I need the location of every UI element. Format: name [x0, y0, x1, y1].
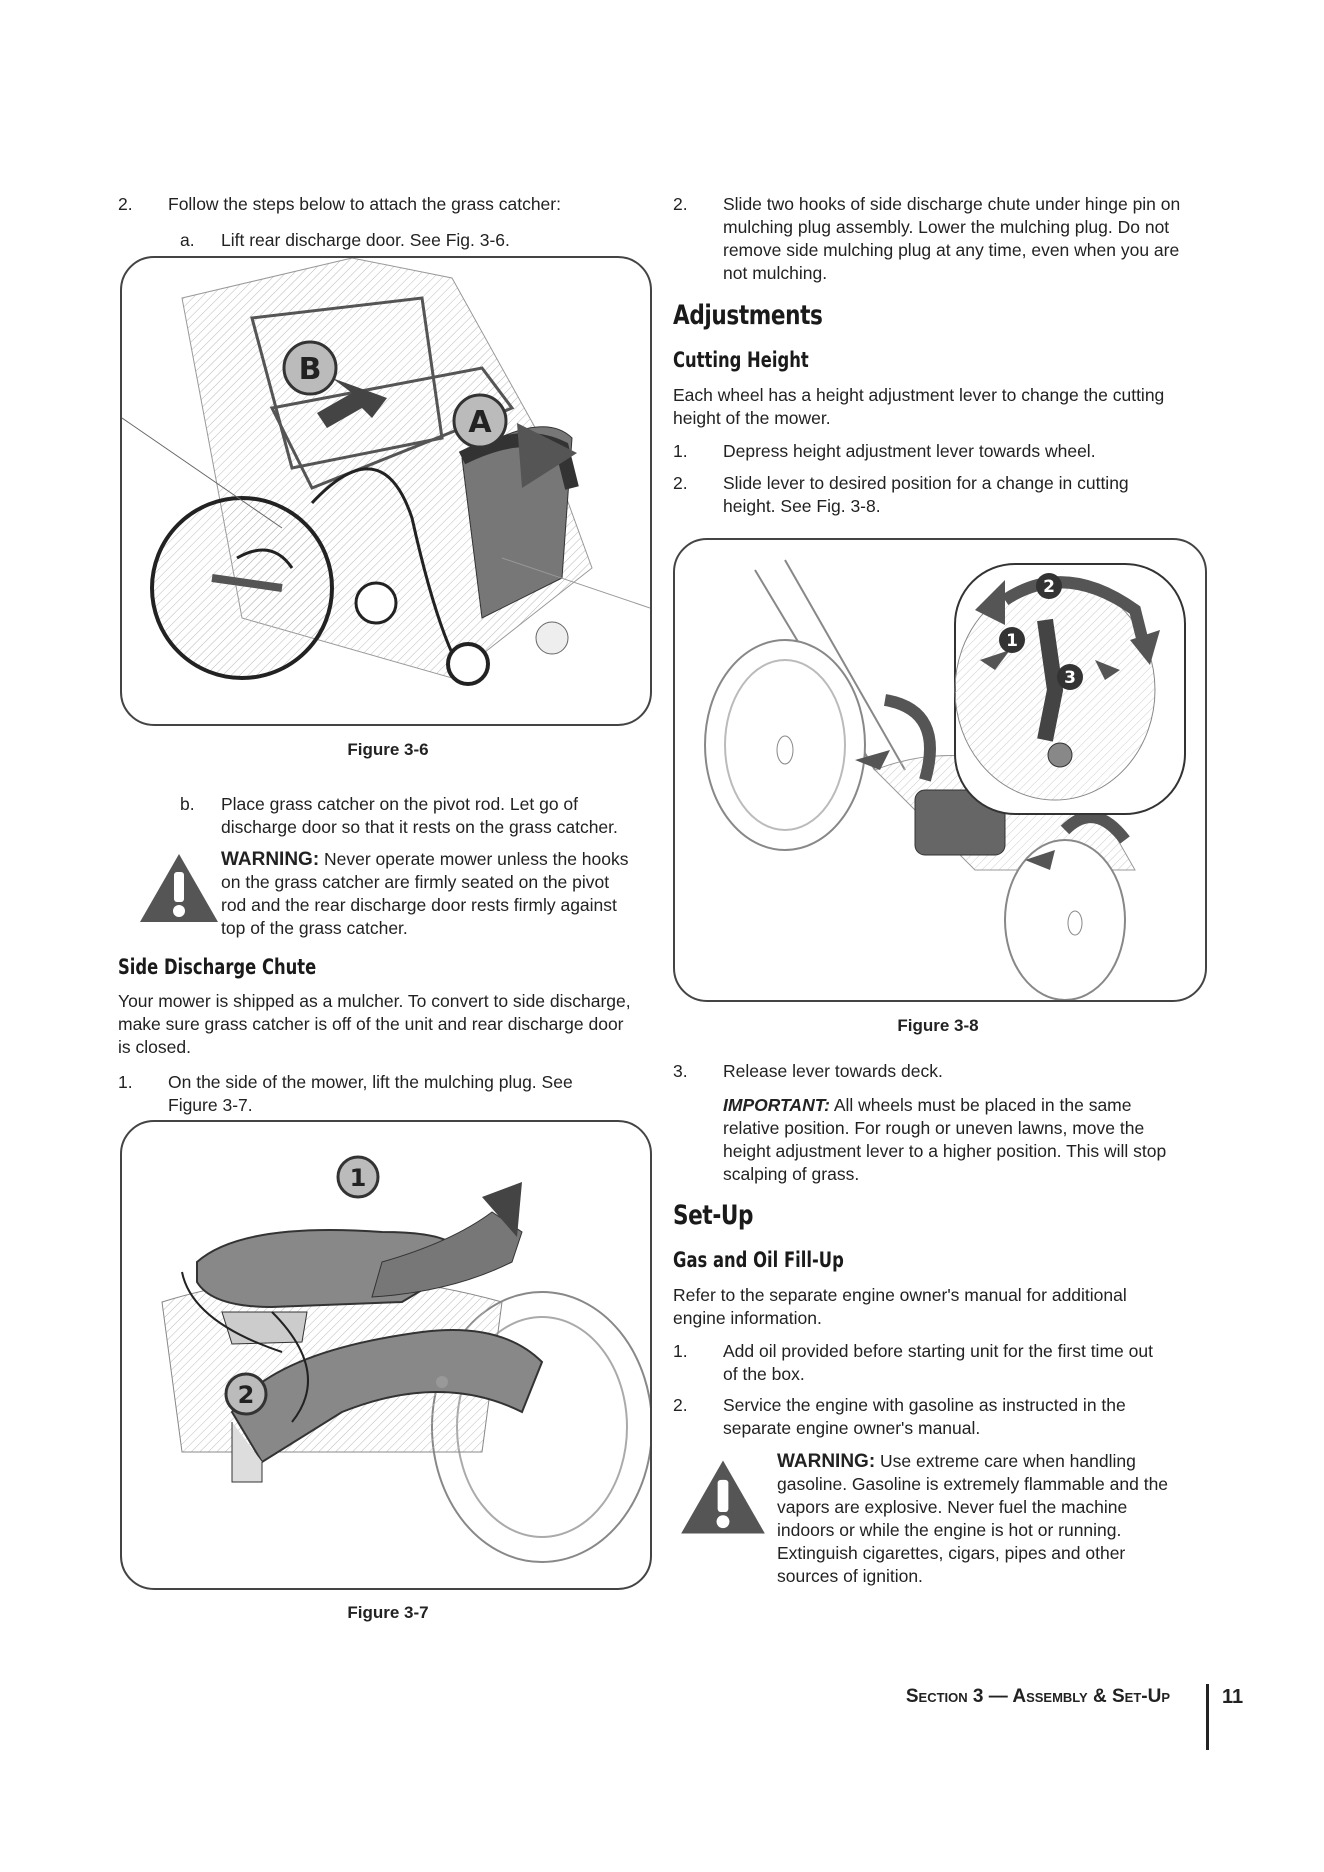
figure-3-7-drawing — [122, 1122, 650, 1588]
figure-3-7-illustration — [120, 1120, 652, 1590]
gas-oil-paragraph: Refer to the separate engine owner's manual for additional engine information. — [673, 1285, 1127, 1328]
figure-3-6-illustration — [120, 256, 652, 726]
heading-set-up: Set-Up — [673, 1200, 754, 1231]
figure-3-7-caption: Figure 3-7 — [347, 1603, 429, 1622]
warning-triangle-icon — [679, 1458, 767, 1536]
figure-3-8-drawing — [675, 540, 1205, 1000]
heading-adjustments: Adjustments — [673, 300, 823, 331]
figure-3-7-callout-1: 1 — [349, 1164, 367, 1192]
figure-3-6-callout-a: A — [468, 405, 492, 440]
warning-triangle-icon — [138, 852, 220, 924]
page-number: 11 — [1222, 1686, 1244, 1708]
figure-3-8-callout-2: 2 — [1043, 577, 1055, 597]
figure-3-6-caption: Figure 3-6 — [347, 740, 429, 759]
cutting-height-paragraph: Each wheel has a height adjustment lever to change the cutting height of the mower. — [673, 385, 1165, 428]
figure-3-6-drawing — [122, 258, 650, 724]
heading-cutting-height: Cutting Height — [673, 348, 809, 372]
figure-3-8-callout-1: 1 — [1006, 631, 1018, 651]
heading-gas-oil-fill-up: Gas and Oil Fill-Up — [673, 1248, 844, 1272]
side-chute-paragraph: Your mower is shipped as a mulcher. To convert to side discharge, make sure grass catcher is off of the unit and rear discharge door is closed. — [118, 991, 631, 1057]
figure-3-6-callout-b: B — [298, 352, 322, 387]
figure-3-8-callout-3: 3 — [1064, 668, 1076, 688]
heading-side-discharge-chute: Side Discharge Chute — [118, 955, 317, 979]
warning-gasoline: WARNING: Use extreme care when handling gasoline. Gasoline is extremely flammable and the vapors are explosive. Never fuel the machine indoors or while the engine is hot or running. Extinguish cigarettes, cigars, pipes and other sources of ignition. — [673, 1450, 1213, 1600]
footer-section-title: Section 3 — Assembly & Set-Up — [905, 1686, 1170, 1707]
figure-3-7-callout-2: 2 — [237, 1381, 255, 1409]
warning-catcher: WARNING: Never operate mower unless the hooks on the grass catcher are firmly seated on the pivot rod and the rear discharge door rests firmly against top of the grass catcher. — [118, 848, 658, 948]
footer-divider — [1206, 1684, 1209, 1750]
important-note: IMPORTANT: All wheels must be placed in the same relative position. For rough or uneven lawns, move the height adjustment lever to a higher position. This will stop scalping of grass. — [723, 1095, 1167, 1184]
figure-3-8-caption: Figure 3-8 — [897, 1016, 979, 1035]
figure-3-8-illustration — [673, 538, 1207, 1002]
